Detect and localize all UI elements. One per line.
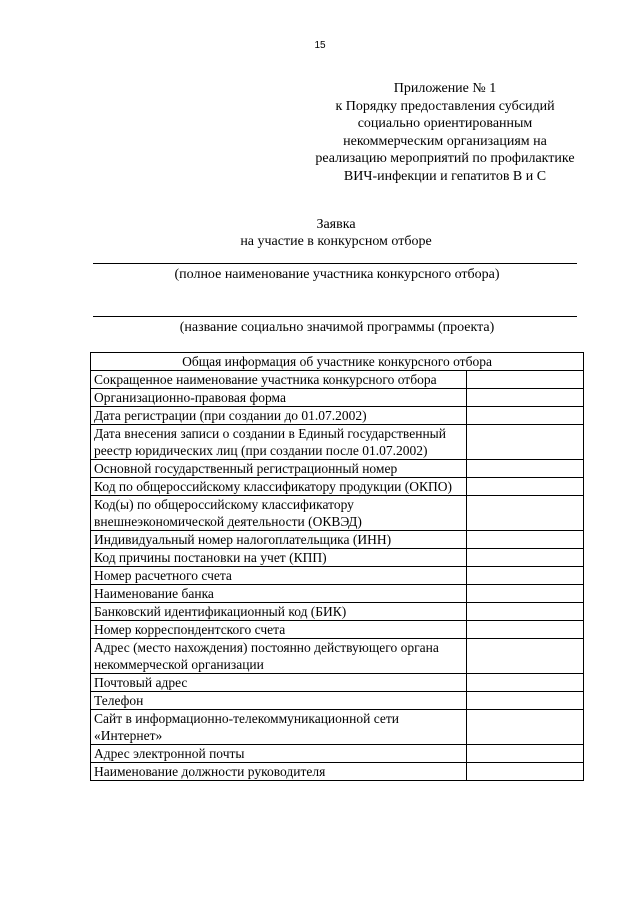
row-label: Номер расчетного счета xyxy=(91,567,467,585)
participant-name-caption: (полное наименование участника конкурсного отбора) xyxy=(174,267,500,282)
participant-info-table xyxy=(90,352,584,781)
row-label: Организационно-правовая форма xyxy=(91,389,467,407)
row-value-cell[interactable] xyxy=(467,603,584,621)
row-value-cell[interactable] xyxy=(467,621,584,639)
table-header-row xyxy=(91,353,584,371)
table-row xyxy=(91,549,584,567)
appendix-line: социально ориентированным xyxy=(357,116,533,131)
row-label: Адрес (место нахождения) постоянно действующего органа некоммерческой организации xyxy=(91,639,467,674)
row-value-cell[interactable] xyxy=(467,585,584,603)
participant-name-line xyxy=(93,263,577,264)
table-row xyxy=(91,763,584,781)
table-row xyxy=(91,585,584,603)
appendix-line: некоммерческим организациям на xyxy=(343,133,547,149)
row-value-cell[interactable] xyxy=(467,531,584,549)
row-value-cell[interactable] xyxy=(467,567,584,585)
row-value-cell[interactable] xyxy=(467,407,584,425)
document-title xyxy=(0,216,640,250)
row-label: Наименование банка xyxy=(91,585,467,603)
row-label: Код(ы) по общероссийскому классификатору внешнеэкономической деятельности (ОКВЭД) xyxy=(91,496,467,531)
row-value-cell[interactable] xyxy=(467,692,584,710)
table-row xyxy=(91,371,584,389)
row-value-cell[interactable] xyxy=(467,710,584,745)
table-row xyxy=(91,745,584,763)
row-value-cell[interactable] xyxy=(467,639,584,674)
title-subline: на участие в конкурсном отборе xyxy=(240,234,432,249)
page-number: 15 xyxy=(314,40,326,51)
table-row xyxy=(91,407,584,425)
table-row xyxy=(91,621,584,639)
row-label: Банковский идентификационный код (БИК) xyxy=(91,603,467,621)
table-row xyxy=(91,478,584,496)
table-row xyxy=(91,692,584,710)
table-row xyxy=(91,639,584,674)
table-row xyxy=(91,710,584,745)
row-label: Код причины постановки на учет (КПП) xyxy=(91,549,467,567)
row-label: Почтовый адрес xyxy=(91,674,467,692)
row-label: Основной государственный регистрационный номер xyxy=(91,460,467,478)
row-value-cell[interactable] xyxy=(467,496,584,531)
row-label: Номер корреспондентского счета xyxy=(91,621,467,639)
appendix-header xyxy=(300,80,590,185)
table-row xyxy=(91,460,584,478)
row-label: Сокращенное наименование участника конкурсного отбора xyxy=(91,371,467,389)
table-row xyxy=(91,674,584,692)
appendix-line: реализацию мероприятий по профилактике xyxy=(315,151,575,166)
row-value-cell[interactable] xyxy=(467,371,584,389)
table-header: Общая информация об участнике конкурсного отбора xyxy=(91,353,584,371)
appendix-line: ВИЧ-инфекции и гепатитов В и С xyxy=(343,168,547,184)
table-row xyxy=(91,389,584,407)
row-value-cell[interactable] xyxy=(467,745,584,763)
row-value-cell[interactable] xyxy=(467,674,584,692)
row-label: Адрес электронной почты xyxy=(91,745,467,763)
row-value-cell[interactable] xyxy=(467,763,584,781)
table-row xyxy=(91,567,584,585)
appendix-line: Приложение № 1 xyxy=(393,81,497,96)
row-label: Дата регистрации (при создании до 01.07.2002) xyxy=(91,407,467,425)
row-label: Код по общероссийскому классификатору продукции (ОКПО) xyxy=(91,478,467,496)
row-label: Телефон xyxy=(91,692,467,710)
program-name-line xyxy=(93,316,577,317)
row-value-cell[interactable] xyxy=(467,425,584,460)
table-row xyxy=(91,603,584,621)
row-value-cell[interactable] xyxy=(467,478,584,496)
table-row xyxy=(91,531,584,549)
row-label: Дата внесения записи о создании в Единый государственный реестр юридических лиц (при создании после 01.07.2002) xyxy=(91,425,467,460)
row-value-cell[interactable] xyxy=(467,460,584,478)
row-value-cell[interactable] xyxy=(467,389,584,407)
row-label: Наименование должности руководителя xyxy=(91,763,467,781)
row-label: Индивидуальный номер налогоплательщика (ИНН) xyxy=(91,531,467,549)
row-value-cell[interactable] xyxy=(467,549,584,567)
appendix-line: к Порядку предоставления субсидий xyxy=(335,98,555,114)
table-row xyxy=(91,425,584,460)
row-label: Сайт в информационно-телекоммуникационной сети «Интернет» xyxy=(91,710,467,745)
program-name-caption: (название социально значимой программы (проекта) xyxy=(179,320,495,335)
table-body xyxy=(91,371,584,781)
table-row xyxy=(91,496,584,531)
title-line: Заявка xyxy=(316,217,356,232)
